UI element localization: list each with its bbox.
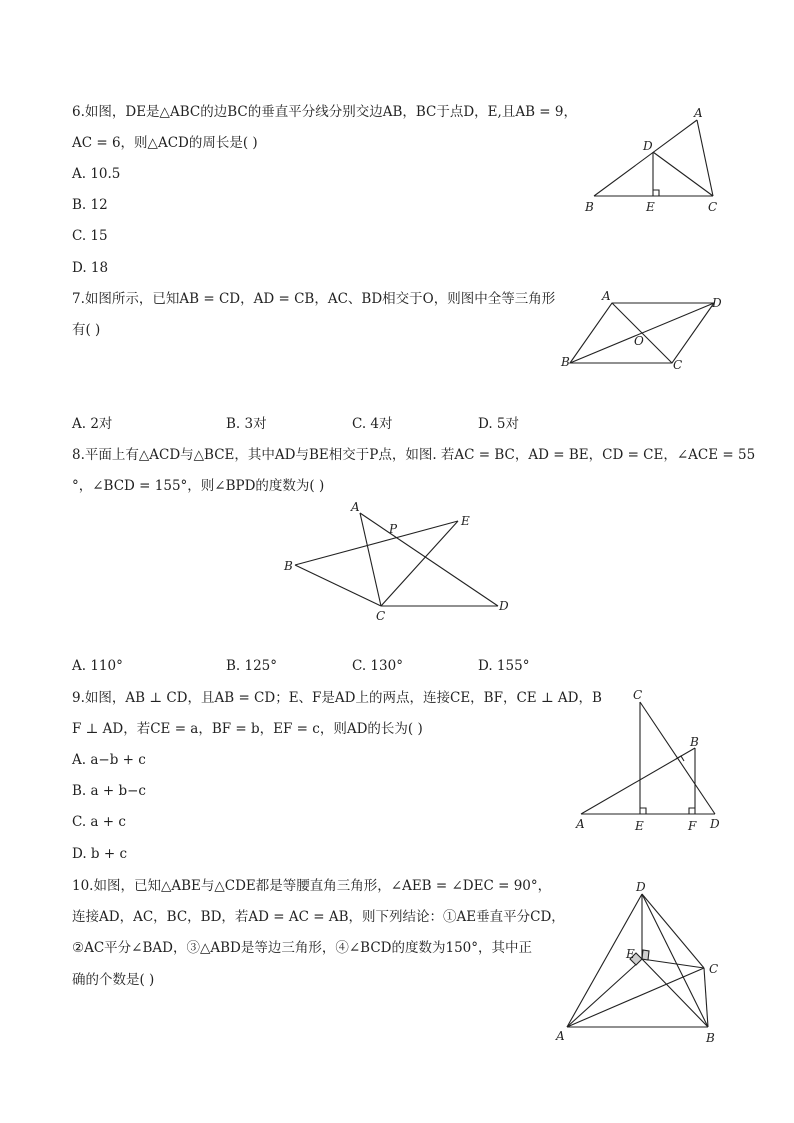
q8-label-d: D — [499, 599, 509, 613]
q9-label-c: C — [633, 688, 643, 702]
q9-label-b: B — [690, 735, 699, 749]
q6-label-a: A — [694, 106, 703, 120]
q6-option-d[interactable]: D. 18 — [72, 260, 109, 276]
q7-option-d[interactable]: D. 5对 — [478, 416, 520, 432]
q6-option-c[interactable]: C. 15 — [72, 228, 108, 244]
q7-stem-line2: 有( ) — [72, 322, 101, 338]
q10-stem-line2: 连接AD，AC，BC，BD，若AD = AC = AB，则下列结论：①AE垂直平分CD， — [72, 909, 565, 925]
q7-option-b[interactable]: B. 3对 — [226, 416, 267, 432]
q10-label-b: B — [706, 1031, 715, 1045]
q10-stem-line4: 确的个数是( ) — [72, 972, 155, 988]
q8-stem-line2: °，∠BCD = 155°，则∠BPD的度数为( ) — [72, 478, 325, 494]
q6-option-a[interactable]: A. 10.5 — [72, 166, 121, 182]
q7-label-a: A — [602, 289, 611, 303]
q9-option-c[interactable]: C. a + c — [72, 814, 126, 830]
q9-stem-line1: 9.如图，AB ⊥ CD，且AB = CD；E、F是AD上的两点，连接CE，BF，CE ⊥ AD，B — [72, 690, 602, 706]
q9-option-b[interactable]: B. a + b−c — [72, 783, 146, 799]
q8-option-b[interactable]: B. 125° — [226, 658, 278, 674]
q9-label-d: D — [710, 817, 720, 831]
q6-stem-line1: 6.如图，DE是△ABC的边BC的垂直平分线分别交边AB，BC于点D，E,且AB = 9， — [72, 104, 577, 120]
q6-label-c: C — [708, 200, 718, 214]
q8-option-a[interactable]: A. 110° — [72, 658, 123, 674]
q9-label-f: F — [688, 819, 697, 833]
q8-label-b: B — [284, 559, 293, 573]
q6-label-d: D — [643, 139, 653, 153]
q7-label-o: O — [634, 334, 644, 348]
q7-option-c[interactable]: C. 4对 — [352, 416, 393, 432]
q10-label-c: C — [709, 962, 719, 976]
q9-stem-line2: F ⊥ AD，若CE = a，BF = b，EF = c，则AD的长为( ) — [72, 721, 423, 737]
q7-label-b: B — [561, 355, 570, 369]
q10-stem-line1: 10.如图，已知△ABE与△CDE都是等腰直角三角形，∠AEB = ∠DEC = 90°， — [72, 878, 552, 894]
q8-label-e: E — [461, 514, 470, 528]
q10-label-a: A — [556, 1029, 565, 1043]
q9-option-d[interactable]: D. b + c — [72, 846, 128, 862]
q10-stem-line3: ②AC平分∠BAD，③△ABD是等边三角形，④∠BCD的度数为150°，其中正 — [72, 940, 533, 956]
q8-label-p: P — [389, 522, 398, 536]
q7-stem-line1: 7.如图所示，已知AB = CD，AD = CB，AC、BD相交于O，则图中全等三角形 — [72, 291, 556, 307]
q8-label-a: A — [351, 500, 360, 514]
q9-label-e: E — [635, 819, 644, 833]
q7-label-d: D — [712, 296, 722, 310]
q6-stem-line2: AC = 6，则△ACD的周长是( ) — [72, 135, 258, 151]
q8-label-c: C — [376, 609, 386, 623]
q8-option-c[interactable]: C. 130° — [352, 658, 403, 674]
q10-label-e: E — [626, 947, 635, 961]
q7-option-a[interactable]: A. 2对 — [72, 416, 113, 432]
q8-stem-line1: 8.平面上有△ACD与△BCE，其中AD与BE相交于P点，如图. 若AC = BC，AD = BE，CD = CE，∠ACE = 55 — [72, 447, 756, 463]
q6-option-b[interactable]: B. 12 — [72, 197, 108, 213]
q6-label-e: E — [646, 200, 655, 214]
q8-option-d[interactable]: D. 155° — [478, 658, 530, 674]
q6-label-b: B — [585, 200, 594, 214]
q7-label-c: C — [673, 358, 683, 372]
q9-option-a[interactable]: A. a−b + c — [72, 752, 146, 768]
q9-label-a: A — [576, 817, 585, 831]
q10-label-d: D — [636, 880, 646, 894]
